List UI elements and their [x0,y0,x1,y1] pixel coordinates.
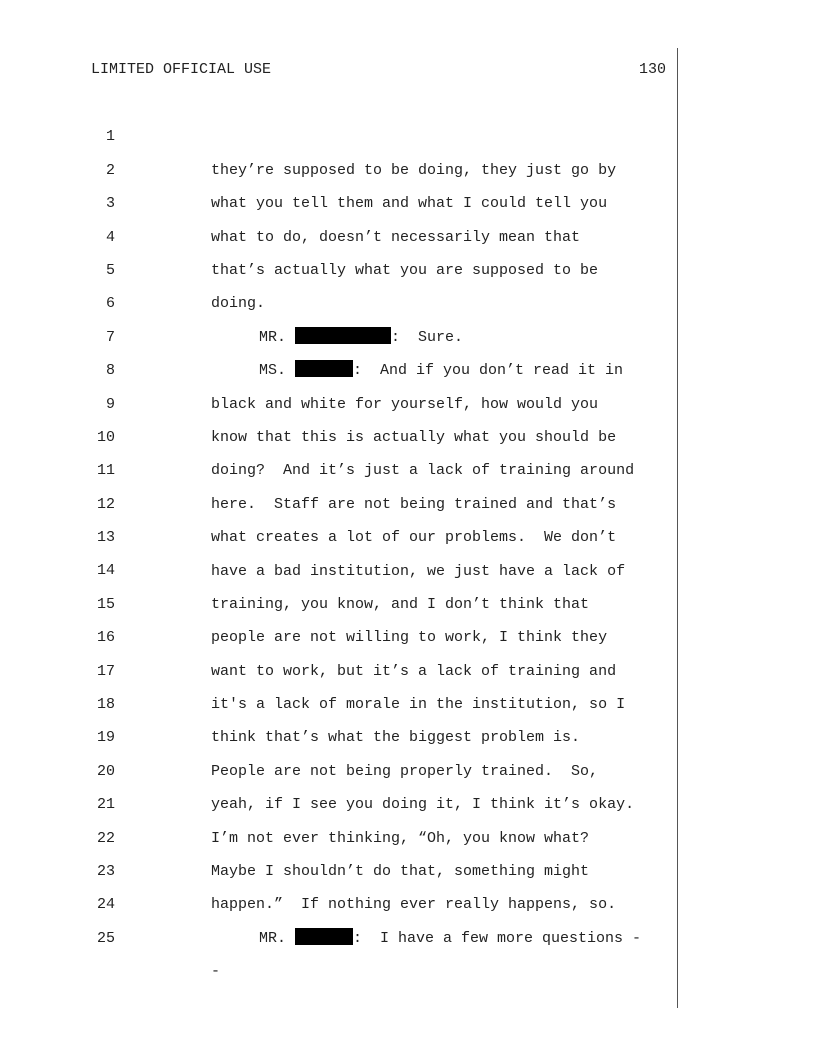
speaker-line [259,922,641,955]
line-number: 6 [105,295,115,313]
line-number: 21 [96,796,115,814]
right-margin-rule [677,48,678,1008]
line-number: 2 [105,161,115,179]
line-text: here. Staff are not being trained and that’s [211,495,617,513]
speaker-text: : And if you don’t read it in [353,362,624,380]
line-text: that’s actually what you are supposed to be [211,261,599,279]
line-number: 4 [105,228,115,246]
line-text: I’m not ever thinking, “Oh, you know what? [211,829,590,847]
line-number: 24 [96,896,115,914]
line-text: happen.” If nothing ever really happens, so. [211,896,617,914]
line-number: 20 [96,762,115,780]
redaction-block [295,928,353,945]
speaker-title: MS. [259,362,296,380]
speaker-text: : I have a few more questions - [353,929,642,947]
line-number: 5 [105,261,115,279]
line-number: 16 [96,629,115,647]
line-number: 25 [96,929,115,947]
line-text: Maybe I shouldn’t do that, something might [211,863,590,881]
classification-header: LIMITED OFFICIAL USE [91,61,272,78]
line-number: 23 [96,863,115,880]
line-text: people are not willing to work, I think they [211,629,608,647]
line-text: doing? And it’s just a lack of training around [211,462,635,480]
line-text: think that’s what the biggest problem is. [211,729,581,747]
line-text: it's a lack of morale in the institution, so I [211,696,626,714]
line-text: People are not being properly trained. So, [211,762,599,780]
line-text: what you tell them and what I could tell you [211,195,608,213]
line-text: training, you know, and I don’t think that [211,595,590,613]
line-number: 11 [96,462,115,480]
line-number: 10 [96,428,115,446]
speaker-text: : Sure. [391,328,464,346]
line-text: what to do, doesn’t necessarily mean that [211,228,581,246]
line-number: 3 [105,195,115,213]
line-text: yeah, if I see you doing it, I think it’s okay. [211,796,635,814]
speaker-title: MR. [259,328,296,346]
line-number: 8 [105,362,115,380]
line-number: 7 [105,328,115,346]
line-text: know that this is actually what you should be [211,428,617,446]
line-number: 9 [105,395,115,413]
line-number: 1 [105,128,115,146]
line-number: 22 [96,829,115,847]
line-number: 13 [96,529,115,547]
page-number: 130 [638,61,666,78]
line-text: black and white for yourself, how would you [211,395,599,413]
line-number: 18 [96,696,115,714]
line-number: 19 [96,729,115,747]
speaker-title: MR. [259,929,296,947]
line-number: 17 [96,662,115,680]
transcript-lines [0,87,676,981]
line-text: - [211,963,221,981]
line-text: doing. [211,295,266,313]
line-text: want to work, but it’s a lack of training and [211,662,617,680]
line-text: have a bad institution, we just have a lack of [211,562,626,580]
transcript-line-1 [0,87,676,179]
line-text: what creates a lot of our problems. We don’t [211,529,617,547]
line-text: they’re supposed to be doing, they just go by [211,161,617,179]
line-number: 12 [96,495,115,513]
line-number: 15 [96,595,115,613]
line-number: 14 [96,562,115,580]
